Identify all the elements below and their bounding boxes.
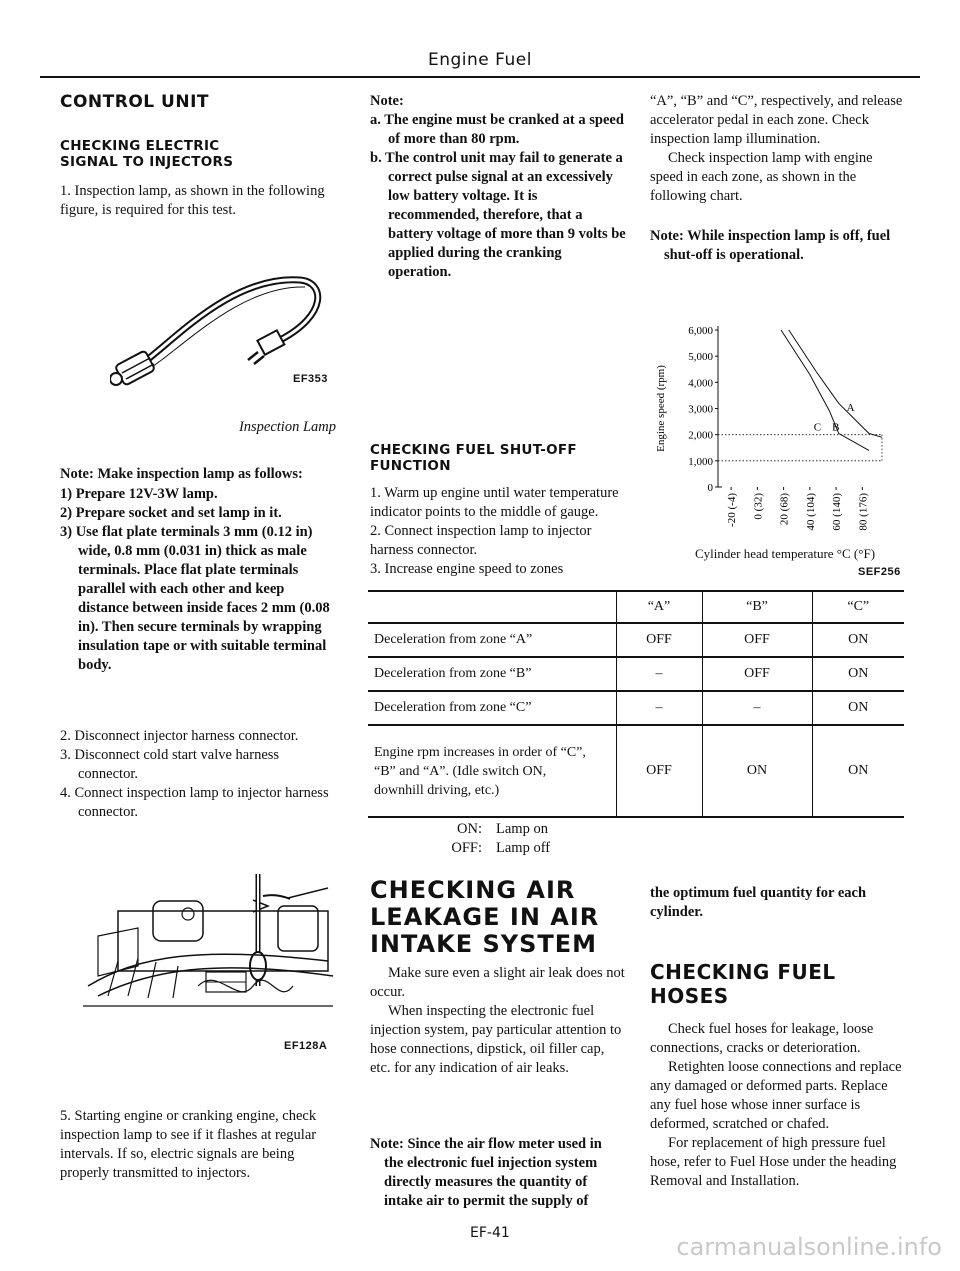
zone-label-a: A	[846, 402, 855, 415]
rpm-temperature-chart	[650, 320, 910, 540]
y-tick-label: 4,000	[688, 377, 713, 390]
x-tick-label: 20 (68)	[778, 493, 791, 526]
table-legend: ON: Lamp on OFF: Lamp off	[451, 821, 551, 856]
x-tick-label: 80 (176)	[857, 493, 870, 531]
header-rule	[40, 76, 920, 78]
figure-code-ef128a: EF128A	[284, 1040, 328, 1052]
chart-y-label: Engine speed (rpm)	[655, 365, 667, 452]
table-row: Deceleration from zone “A” OFF OFF ON	[368, 623, 904, 657]
zone-label-c: C	[813, 421, 822, 434]
series-line	[781, 330, 869, 450]
figure-caption-inspection-lamp: Inspection Lamp	[238, 419, 336, 435]
engine-inspection-figure	[78, 866, 334, 1016]
fuel-shutoff-table	[368, 590, 904, 818]
air-flow-meter-note: Note: Since the air flow meter used in the electronic fuel injection system directly measures the quantity of intake air to permit the supply of	[370, 1136, 602, 1209]
y-tick-label: 3,000	[688, 403, 713, 416]
step-5-text: 5. Starting engine or cranking engine, check inspection lamp to see if it flashes at regular intervals. If so, electric signals are being properly transmitted to injectors.	[60, 1108, 317, 1181]
y-tick-label: 0	[707, 482, 713, 494]
table-row: Engine rpm increases in order of “C”, “B” and “A”. (Idle switch ON, downhill driving, etc.) OFF ON ON	[368, 725, 904, 817]
air-leak-paragraphs: Make sure even a slight air leak does not occur. When inspecting the electronic fuel injection system, pay particular attention to hose connections, dipstick, oil filler cap, etc. for any indication of air leaks.	[370, 965, 625, 1076]
x-tick-label: 60 (140)	[831, 493, 844, 531]
shutoff-note: Note: While inspection lamp is off, fuel shut-off is operational.	[650, 228, 891, 263]
note-inspection-lamp: Note: Make inspection lamp as follows: 1) Prepare 12V-3W lamp. 2) Prepare socket and set lamp in it. 3) Use flat plate terminals 3 mm (0.12 in) wide, 0.8 mm (0.031 in) thick as male terminals. Place flat plate terminals parallel with each other and keep distance between inside faces 2 mm (0.08 in). Then secure terminals by wrapping insulation tape or with suitable terminal body.	[60, 466, 330, 673]
x-tick-label: 0 (32)	[752, 493, 765, 520]
shutoff-steps: 1. Warm up engine until water temperature indicator points to the middle of gauge. 2. Connect inspection lamp to injector harness connector. 3. Increase engine speed to zones	[370, 485, 619, 577]
zones-paragraphs: “A”, “B” and “C”, respectively, and release accelerator pedal in each zone. Check inspection lamp illumination. Check inspection lamp with engine speed in each zone, as shown in the following chart.	[650, 93, 903, 204]
y-tick-label: 1,000	[688, 455, 713, 468]
x-tick-label: -20 (-4)	[726, 493, 739, 527]
table-row: Deceleration from zone “C” – – ON	[368, 691, 904, 725]
section-title-air-leakage: CHECKING AIR LEAKAGE IN AIR INTAKE SYSTEM	[370, 876, 600, 958]
continued-text: the optimum fuel quantity for each cylinder.	[650, 885, 867, 920]
chart-code-sef256: SEF256	[858, 566, 901, 578]
subsection-title-electric-signal: CHECKING ELECTRIC SIGNAL TO INJECTORS	[60, 138, 234, 170]
y-tick-label: 2,000	[688, 429, 713, 442]
zone-label-b: B	[832, 421, 840, 434]
table-header-row: “A” “B” “C”	[368, 591, 904, 623]
y-tick-label: 6,000	[688, 325, 713, 337]
watermark: carmanualsonline.info	[676, 1233, 942, 1261]
section-title-fuel-hoses: CHECKING FUEL HOSES	[650, 960, 836, 1008]
steps-2-4: 2. Disconnect injector harness connector. 3. Disconnect cold start valve harness connector. 4. Connect inspection lamp to injector harness connector.	[60, 728, 329, 820]
step-1-text: 1. Inspection lamp, as shown in the following figure, is required for this test.	[60, 183, 325, 218]
y-tick-label: 5,000	[688, 351, 713, 364]
note-cranking: Note: a. The engine must be cranked at a speed of more than 80 rpm. b. The control unit may fail to generate a correct pulse signal at an excessively low battery voltage. It is recommended, therefore, that a battery voltage of more than 9 volts be applied during the cranking operation.	[370, 93, 626, 280]
page-number: EF-41	[470, 1225, 510, 1241]
section-title-control-unit: CONTROL UNIT	[60, 92, 209, 112]
fuel-hoses-paragraphs: Check fuel hoses for leakage, loose connections, cracks or deterioration. Retighten loose connections and replace any damaged or deformed parts. Replace any fuel hose whose inner surface is deformed, scratched or chafed. For replacement of high pressure fuel hose, refer to Fuel Hose under the heading Removal and Installation.	[650, 1021, 902, 1189]
table-row: Deceleration from zone “B” – OFF ON	[368, 657, 904, 691]
chart-x-label: Cylinder head temperature °C (°F)	[694, 546, 876, 561]
page-header: Engine Fuel	[428, 50, 532, 70]
subsection-title-fuel-shutoff: CHECKING FUEL SHUT-OFF FUNCTION	[370, 442, 577, 474]
figure-code-ef353: EF353	[293, 373, 328, 385]
x-tick-label: 40 (104)	[804, 493, 817, 531]
